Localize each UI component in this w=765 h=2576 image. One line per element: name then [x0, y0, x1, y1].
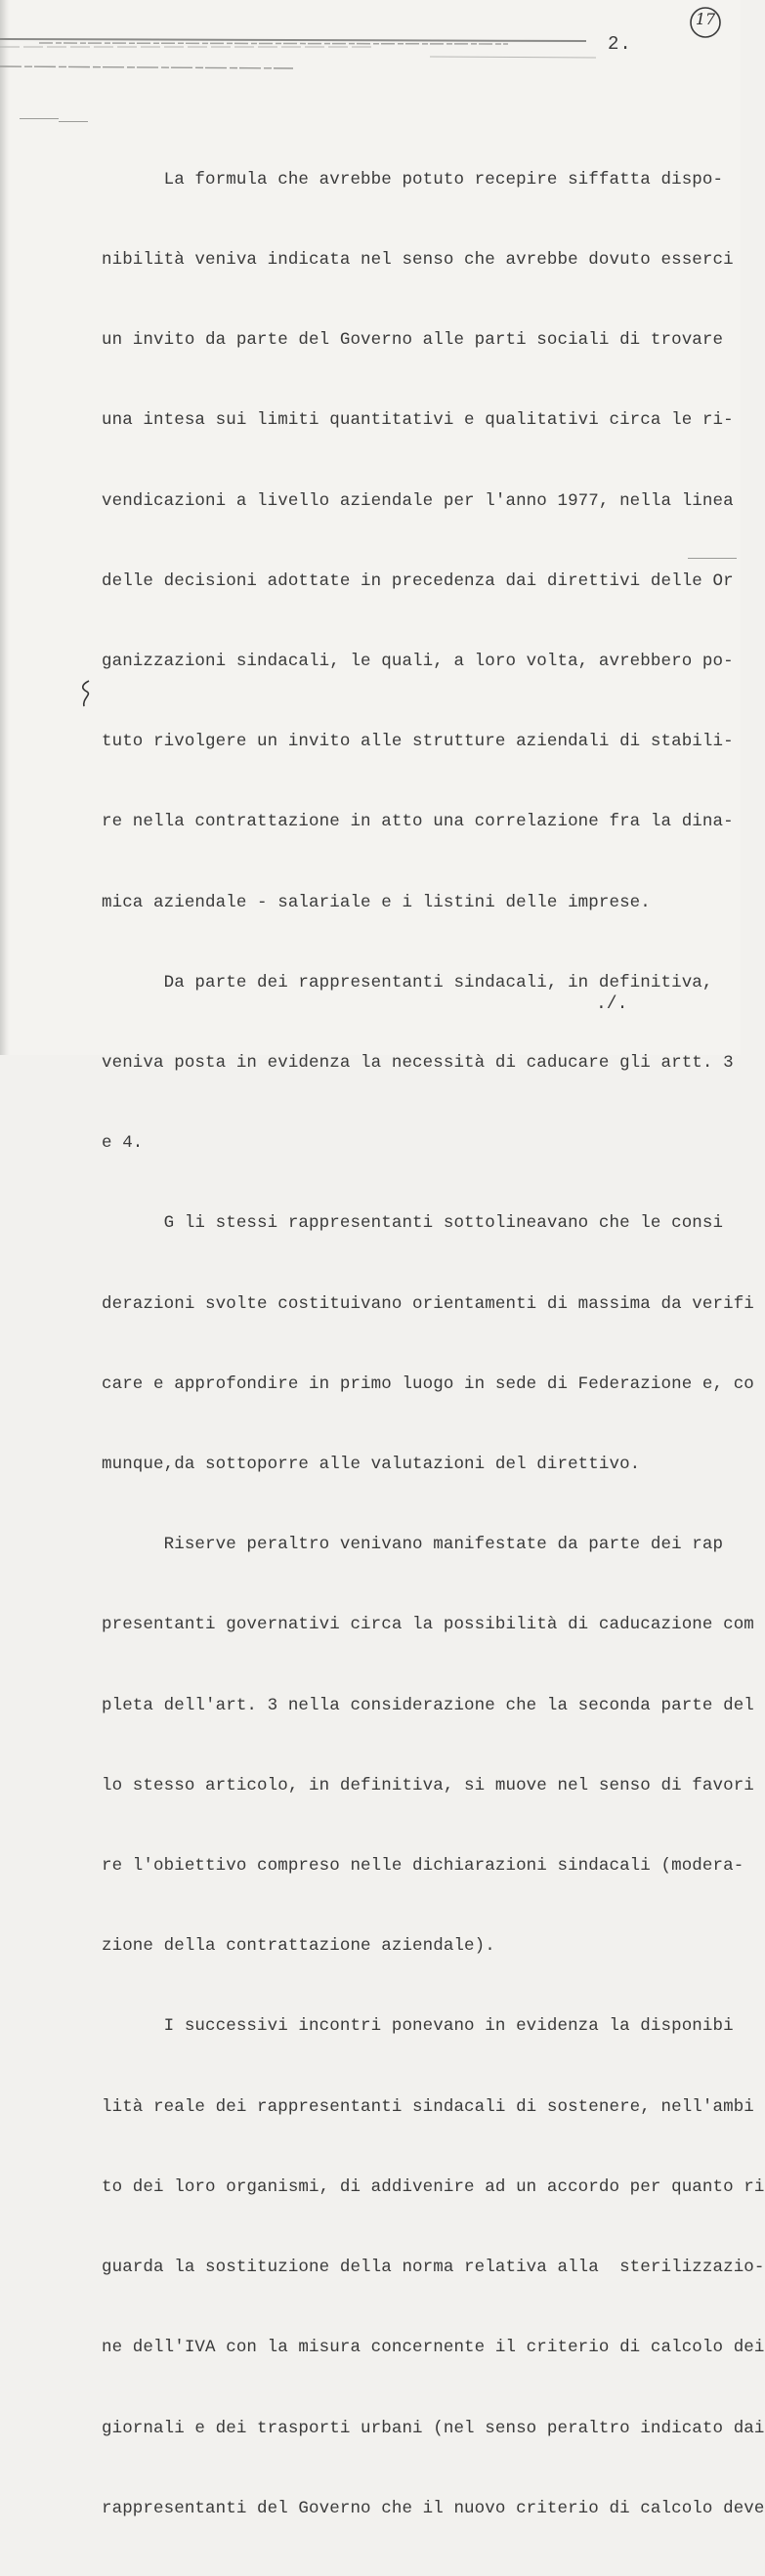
text-line: to dei loro organismi, di addivenire ad un accordo per quanto ri: [102, 2176, 765, 2197]
text-line: La formula che avrebbe potuto recepire siffatta dispo-: [102, 169, 724, 190]
folio-number: 17: [695, 10, 716, 28]
text-line: re l'obiettivo compreso nelle dichiarazioni sindacali (modera-: [102, 1856, 744, 1877]
text-line: G li stessi rappresentanti sottolineavano che le consi: [102, 1213, 724, 1234]
text-line: guarda la sostituzione della norma relativa alla sterilizzazio-: [102, 2258, 765, 2278]
text-line: e 4.: [102, 1133, 144, 1154]
header-scan-lines: [0, 29, 606, 78]
text-line: veniva posta in evidenza la necessità di caducare gli artt. 3: [102, 1053, 734, 1074]
text-line: I successivi incontri ponevano in evidenza la disponibi: [102, 2016, 734, 2037]
text-line: zione della contrattazione aziendale).: [102, 1936, 495, 1957]
right-edge-mark: [688, 558, 737, 559]
left-dash-mark: [20, 118, 59, 119]
text-line: una intesa sui limiti quantitativi e qualitativi circa le ri-: [102, 410, 734, 431]
continuation-mark: ./.: [596, 994, 628, 1014]
text-line: mica aziendale - salariale e i listini delle imprese.: [102, 892, 651, 912]
text-line: ganizzazioni sindacali, le quali, a loro volta, avrebbero po-: [102, 652, 734, 672]
text-line: pleta dell'art. 3 nella considerazione che la seconda parte del: [102, 1695, 754, 1715]
text-line: delle decisioni adottate in precedenza dai direttivi delle Or: [102, 570, 734, 591]
text-line: vendicazioni a livello aziendale per l'anno 1977, nella linea: [102, 490, 734, 511]
scan-edge-shadow: [0, 0, 10, 1055]
handwritten-margin-mark: [78, 679, 94, 708]
text-line: rappresentanti del Governo che il nuovo criterio di calcolo deve: [102, 2498, 765, 2518]
text-line: lo stesso articolo, in definitiva, si muove nel senso di favori: [102, 1775, 754, 1795]
typewritten-body: [102, 113, 765, 2576]
text-line: re nella contrattazione in atto una correlazione fra la dina-: [102, 812, 734, 832]
text-line: derazioni svolte costituivano orientamenti di massima da verifi: [102, 1293, 754, 1314]
page-number: 2.: [608, 33, 632, 55]
text-line: Riserve peraltro venivano manifestate da parte dei rap: [102, 1535, 724, 1555]
text-line: tuto rivolgere un invito alle strutture aziendali di stabili-: [102, 732, 734, 752]
left-dash-mark: [59, 121, 88, 122]
text-line: presentanti governativi circa la possibilità di caducazione com: [102, 1615, 754, 1635]
text-line: Da parte dei rappresentanti sindacali, in definitiva,: [102, 972, 713, 992]
text-line: giornali e dei trasporti urbani (nel senso peraltro indicato dai: [102, 2418, 765, 2438]
text-line: nibilità veniva indicata nel senso che avrebbe dovuto esserci: [102, 250, 734, 271]
text-line: lità reale dei rappresentanti sindacali di sostenere, nell'ambi: [102, 2096, 754, 2117]
text-line: un invito da parte del Governo alle parti sociali di trovare: [102, 330, 724, 351]
text-line: ne dell'IVA con la misura concernente il criterio di calcolo dei: [102, 2338, 765, 2358]
text-line: munque,da sottoporre alle valutazioni del direttivo.: [102, 1455, 641, 1475]
text-line: care e approfondire in primo luogo in sede di Federazione e, co: [102, 1373, 754, 1394]
